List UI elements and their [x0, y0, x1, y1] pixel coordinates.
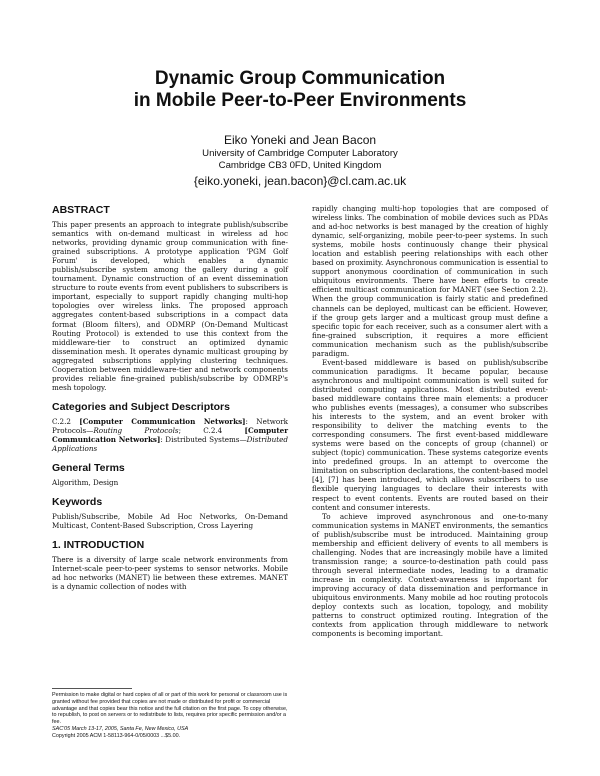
- right-column: [312, 204, 548, 638]
- abstract-heading: ABSTRACT: [52, 204, 110, 216]
- category-bold-1: [Computer Communication Networks]: [79, 416, 246, 426]
- author-affiliation-1: University of Cambridge Computer Laboratory: [202, 148, 398, 159]
- author-names: Eiko Yoneki and Jean Bacon: [223, 133, 377, 147]
- footnote-rule: [52, 688, 132, 689]
- author-email: {eiko.yoneki, jean.bacon}@cl.cam.ac.uk: [193, 174, 407, 188]
- general-terms-text: Algorithm, Design: [52, 478, 119, 488]
- category-bold-2: [Computer Communication Networks]: [52, 425, 288, 444]
- general-terms-heading: General Terms: [52, 462, 125, 475]
- footnote-text: Permission to make digital or hard copies of all or part of this work for personal or classroom use is granted without fee provided that copies are not made or distributed for profit or commercial advantage and that copies bear this notice and the full citation on the first page. To copy otherwise, to republish, to post on servers or to redistribute to lists, requires prior specific permission and/or a fee.: [52, 692, 288, 726]
- left-column: [52, 204, 288, 591]
- footnote-copyright: Copyright 2005 ACM 1-58113-964-0/05/0003 ...$5.00.: [52, 732, 181, 739]
- categories-heading: Categories and Subject Descriptors: [52, 400, 230, 413]
- category-italic-1: Routing Protocols: [93, 425, 179, 435]
- category-text-2: : Distributed Systems—: [160, 434, 247, 444]
- category-italic-2: Distributed Applications: [52, 434, 289, 454]
- introduction-heading: 1. INTRODUCTION: [52, 539, 145, 552]
- categories-text: [52, 417, 288, 453]
- paper-title-line-2: in Mobile Peer-to-Peer Environments: [133, 90, 467, 111]
- category-code-2: ; C.2.4: [178, 425, 245, 435]
- permission-footnote: [52, 692, 288, 740]
- keywords-text: Publish/Subscribe, Mobile Ad Hoc Networks, On-Demand Multicast, Content-Based Subscription, Cross Layering: [52, 512, 288, 531]
- right-paragraph-3: To achieve improved asynchronous and one-to-many communication systems in MANET environments, the semantics of publish/subscribe must be introduced. Maintaining group membership and efficient delivery of events to all members is challenging. Nodes that are increasingly mobile have a limited transmission range; a source-to-destination path could pass through several intermediate nodes, leading to a dramatic increase in complexity. Context-awareness is important for improving accuracy of data dissemination and performance in ubiquitous environments. Many mobile ad hoc routing protocols deploy contexts such as location, topology, and mobility patterns to construct optimized routing. Integration of the contexts from application through middleware to network components is becoming important.: [312, 511, 548, 639]
- abstract-text: This paper presents an approach to integrate publish/subscribe semantics with on-demand multicast in wireless ad hoc networks, providing dynamic group communication with fine-grained subscriptions. A prototype application 'PGM Golf Forum' is developed, which enables a dynamic publish/subscribe system among the gallery during a golf tournament. Dynamic construction of an event dissemination structure to route events from event publishers to subscribers is important, especially to support rapidly changing multi-hop topologies over wireless links. The proposed approach aggregates content-based subscriptions in a compact data format (Bloom filters), and ODMRP (On-Demand Multicast Routing Protocol) is extended to use this context from the middleware-tier to construct an optimized dynamic dissemination mesh. It operates dynamic multicast grouping by aggregated subscriptions applying clustering techniques. Cooperation between middleware-tier and network components provides reliable fine-grained publish/subscribe by ODMRP's mesh topology.: [52, 220, 288, 392]
- author-affiliation-2: Cambridge CB3 0FD, United Kingdom: [218, 160, 382, 171]
- keywords-heading: Keywords: [52, 496, 103, 509]
- right-paragraph-1: rapidly changing multi-hop topologies that are composed of wireless links. The combination of mobile devices such as PDAs and ad-hoc networks is best managed by the creation of highly dynamic, self-organizing, mobile peer-to-peer systems. In such systems, mobile hosts continuously change their physical location and establish peering relationships with each other based on proximity. Asynchronous communication is essential to support anonymous coordination of communication in such ubiquitous environments. There have been efforts to create efficient multicast communication for MANET (see Section 2.2). When the group communication is fairly static and predefined channels can be deployed, multicast can be efficient. However, if the group gets larger and a multicast group must define a specific topic for each receiver, such as a consumer alert with a fine-grained subscription, it requires a more efficient communication mechanism such as the publish/subscribe paradigm.: [312, 204, 548, 358]
- paper-title-line-1: Dynamic Group Communication: [154, 68, 446, 89]
- category-code-1: C.2.2: [52, 416, 80, 426]
- footnote-venue: SAC'05 March 13-17, 2005, Santa Fe, New Mexico, USA: [52, 725, 189, 732]
- introduction-text: There is a diversity of large scale network environments from Internet-scale peer-to-peer systems to sensor networks. Mobile ad hoc networks (MANET) lie between these extremes. MANET is a dynamic collection of nodes with: [52, 555, 288, 592]
- right-paragraph-2: Event-based middleware is based on publish/subscribe communication paradigms. It became popular, because asynchronous and multipoint communication is well suited for distributed computing applications. Most distributed event-based middleware contains three main elements: a producer who publishes events (messages), a consumer who subscribes his interests to the system, and an event broker with responsibility to deliver the matching events to the corresponding consumers. The first event-based middleware systems were based on the concepts of group (channel) or subject (topic) communication. These systems categorize events into predefined groups. In an attempt to overcome the limitation on subscription declarations, the content-based model [4], [7] has been introduced, which allows subscribers to use flexible querying languages to declare their interests with respect to event contents. Events are routed based on their content and consumer interests.: [312, 357, 548, 512]
- category-text-1: : Network Protocols—: [52, 416, 288, 435]
